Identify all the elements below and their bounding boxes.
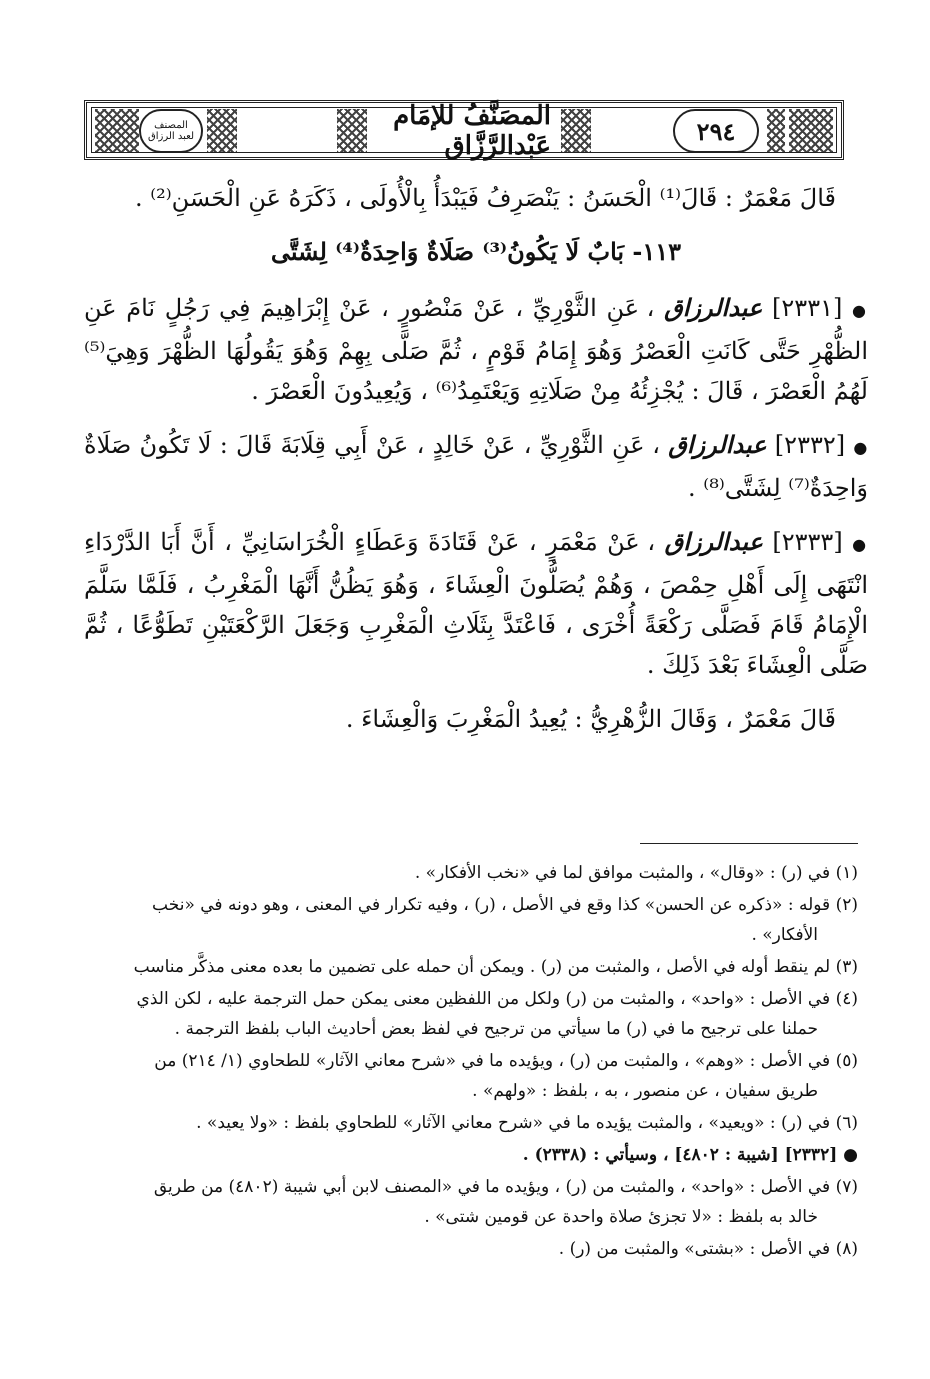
footnote-divider [640,843,858,844]
footnotes [84,858,858,1266]
hadith-2331 [84,288,868,411]
bullet-icon: ● [852,535,868,554]
ornament-icon [207,109,237,153]
hadith-number: [٢٣٣٢] [774,431,846,459]
footnote-text: (٨) في الأصل : «بشتى» والمثبت من (ر) . [558,1239,858,1259]
footnote-continuation: طريق سفيان ، عن منصور ، به ، بلفظ : «ولهم» . [472,1081,818,1101]
footnote-2 [84,890,858,950]
chapter-heading: ١١٣- بَابٌ لَا يَكُونُ⁽³⁾ صَلَاةٌ وَاحِدَةٌ⁽⁴⁾ لِشَتَّى [270,237,682,266]
page-header [84,100,844,160]
bullet-icon: ● [853,438,868,457]
logo-line-1: المصنف [154,120,188,131]
intro-line: قَالَ مَعْمَرٌ : قَالَ⁽¹⁾ الْحَسَنُ : يَنْصَرِفُ فَيَبْدَأُ بِالْأُولَى ، ذَكَرَهُ عَنِ الْحَسَنِ⁽²⁾ . [134,184,836,212]
ornament-icon [95,109,139,153]
closing-line: قَالَ مَعْمَرٌ ، وَقَالَ الزُّهْرِيُّ : يُعِيدُ الْمَغْرِبَ وَالْعِشَاءَ . [345,705,836,733]
ornament-icon [337,109,367,153]
footnote-8 [84,1234,858,1264]
hadith-2333 [84,522,868,685]
footnote-4 [84,984,858,1044]
footnote-takhrij [84,1140,858,1170]
footnote-5 [84,1046,858,1106]
narrator-name: عبدالرزاق [664,527,763,556]
footnote-text: ● [٢٣٣٢] [شيبة : ٤٨٠٢] ، وسيأتي : (٢٣٣٨) . [522,1145,858,1165]
narrator-name: عبدالرزاق [664,293,763,322]
book-logo [139,109,203,153]
footnote-7 [84,1172,858,1232]
hadith-2332 [84,425,868,508]
footnote-text: (٥) في الأصل : «وهم» ، والمثبت من (ر) ، ويؤيده ما في «شرح معاني الآثار» للطحاوي (١/ ٢١٤) من [154,1051,858,1071]
hadith-number: [٢٣٣١] [772,294,843,322]
bullet-icon: ● [852,301,869,320]
ornament-icon [767,109,785,153]
page-number: ٢٩٤ [673,109,759,153]
hadith-number: [٢٣٣٣] [772,528,843,556]
footnote-continuation: حملنا على ترجيح ما في (ر) ما سيأتي من ترجيح في لفظ بعض أحاديث الباب بلفظ الترجمة . [174,1019,818,1039]
running-title: المصَنَّفُ للإمَام عَبْدالرَّزَّاق [377,111,551,151]
footnote-continuation: الأفكار» . [751,925,818,945]
hadith-text: ، عَنْ مَعْمَرٍ ، عَنْ قَتَادَةَ وَعَطَاءٍ الْخُرَاسَانِيِّ ، أَنَّ أَبَا الدَّرْدَاءِ انْتَهَى إِلَى أَهْلِ حِمْصَ ، وَهُمْ يُصَلُّونَ الْعِشَاءَ ، وَهُوَ يَظُنُّ أَنَّهَا الْمَغْرِبُ ، فَلَمَّا سَلَّمَ الْإِمَامُ قَامَ فَصَلَّى رَكْعَةً أُخْرَى ، فَاعْتَدَّ بِثَلَاثِ الْمَغْرِبِ وَجَعَلَ الرَّكْعَتَيْنِ تَطَوُّعًا ، ثُمَّ صَلَّى الْعِشَاءَ بَعْدَ ذَلِكَ . [84,528,868,679]
footnote-text: (١) في (ر) : «وقال» ، والمثبت موافق لما في «نخب الأفكار» . [414,863,858,883]
main-text [84,178,868,739]
ornament-icon [561,109,591,153]
ornament-icon [789,109,833,153]
footnote-1 [84,858,858,888]
footnote-text: (٧) في الأصل : «واحد» ، والمثبت من (ر) ، ويؤيده ما في «المصنف لابن أبي شيبة (٤٨٠٢) من طريق [153,1177,858,1197]
footnote-text: (٦) في (ر) : «ويعيد» ، والمثبت يؤيده ما في «شرح معاني الآثار» للطحاوي بلفظ : «ولا يعيد» . [196,1113,858,1133]
footnote-3 [84,952,858,982]
hadith-text: ، عَنِ الثَّوْرِيِّ ، عَنْ خَالِدٍ ، عَنْ أَبِي قِلَابَةَ قَالَ : لَا تَكُونُ صَلَاةٌ وَاحِدَةٌ⁽⁷⁾ لِشَتَّى⁽⁸⁾ . [84,431,868,502]
hadith-text: ، عَنِ الثَّوْرِيِّ ، عَنْ مَنْصُورٍ ، عَنْ إِبْرَاهِيمَ فِي رَجُلٍ نَامَ عَنِ الظُّهْرِ حَتَّى كَانَتِ الْعَصْرُ وَهُوَ إِمَامُ قَوْمٍ ، ثُمَّ صَلَّى بِهِمْ وَهُوَ يَقُولُهَا الظُّهْرَ وَهِيَ⁽⁵⁾ لَهُمُ الْعَصْرَ ، قَالَ : يُجْزِئُهُ مِنْ صَلَاتِهِ وَيَعْتَمِدُ⁽⁶⁾ ، وَيُعِيدُونَ الْعَصْرَ . [84,294,868,405]
footnote-continuation: خالد به بلفظ : «لا تجزئ صلاة واحدة عن قومين شتى» . [424,1207,818,1227]
narrator-name: عبدالرزاق [668,430,767,459]
footnote-text: (٤) في الأصل : «واحد» ، والمثبت من (ر) ولكل من اللفظين معنى يمكن حمل الترجمة عليه ، لكن الذي [136,989,858,1009]
footnote-text: (٣) لم ينقط أوله في الأصل ، والمثبت من (ر) . ويمكن أن حمله على تضمين ما بعده معنى مذكَّر مناسب [133,957,858,977]
logo-line-2: لعبد الرزاق [147,131,195,142]
footnote-6 [84,1108,858,1138]
footnote-text: (٢) قوله : «ذكره عن الحسن» كذا وقع في الأصل ، (ر) ، وفيه تكرار في المعنى ، وهو دونه في «نخب [152,895,858,915]
